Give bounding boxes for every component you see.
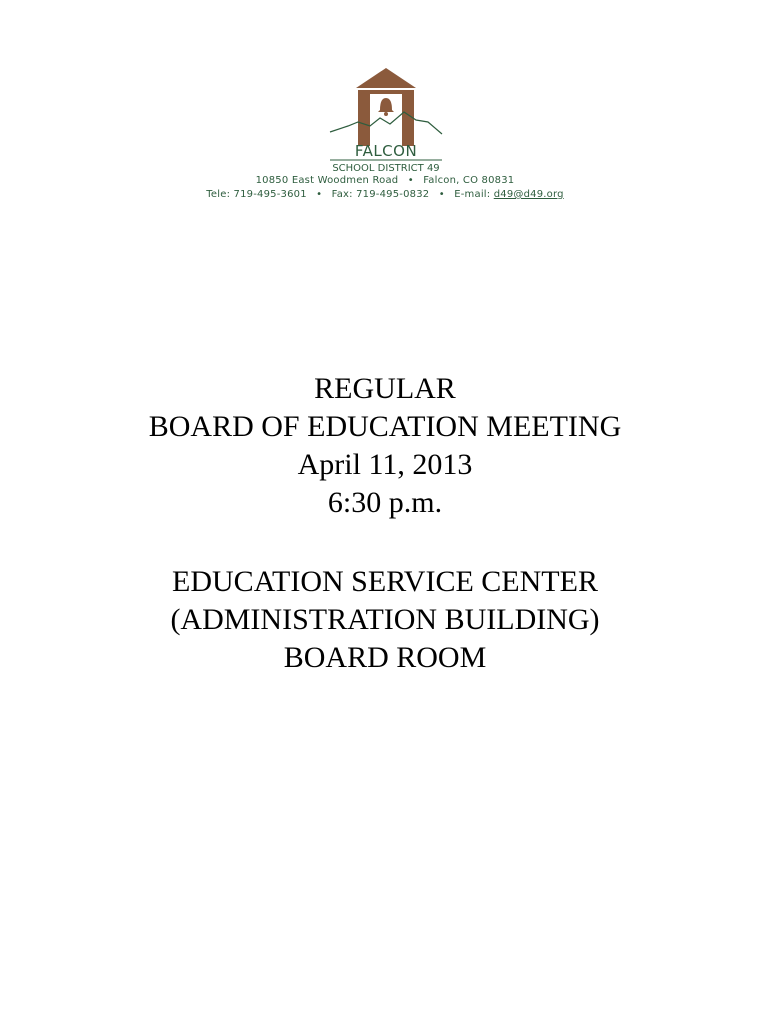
- meeting-title: BOARD OF EDUCATION MEETING: [148, 410, 622, 443]
- contact-line: [0, 189, 770, 200]
- street-address: 10850 East Woodmen Road: [255, 175, 399, 186]
- email-link[interactable]: d49@d49.org: [493, 189, 564, 200]
- phone-number: Tele: 719-495-3601: [206, 189, 307, 200]
- location-building-alt: (ADMINISTRATION BUILDING): [170, 603, 600, 636]
- separator-dot: •: [407, 175, 414, 186]
- fax-number: Fax: 719-495-0832: [331, 189, 430, 200]
- svg-text:SCHOOL DISTRICT 49: SCHOOL DISTRICT 49: [332, 163, 440, 174]
- meeting-time: 6:30 p.m.: [327, 486, 443, 519]
- separator-dot: •: [438, 189, 445, 200]
- district-logo: [320, 62, 452, 174]
- location-room: BOARD ROOM: [283, 641, 487, 674]
- email-label: E-mail:: [454, 189, 491, 200]
- separator-dot: •: [316, 189, 323, 200]
- location-building: EDUCATION SERVICE CENTER: [172, 565, 598, 598]
- meeting-title-block: [0, 370, 770, 522]
- meeting-date: April 11, 2013: [297, 448, 473, 481]
- meeting-type: REGULAR: [314, 372, 456, 405]
- city-state-zip: Falcon, CO 80831: [423, 175, 515, 186]
- meeting-location-block: [0, 563, 770, 677]
- address-line: [0, 175, 770, 186]
- svg-text:FALCON: FALCON: [354, 142, 418, 160]
- bell-tower-logo-icon: [320, 62, 452, 174]
